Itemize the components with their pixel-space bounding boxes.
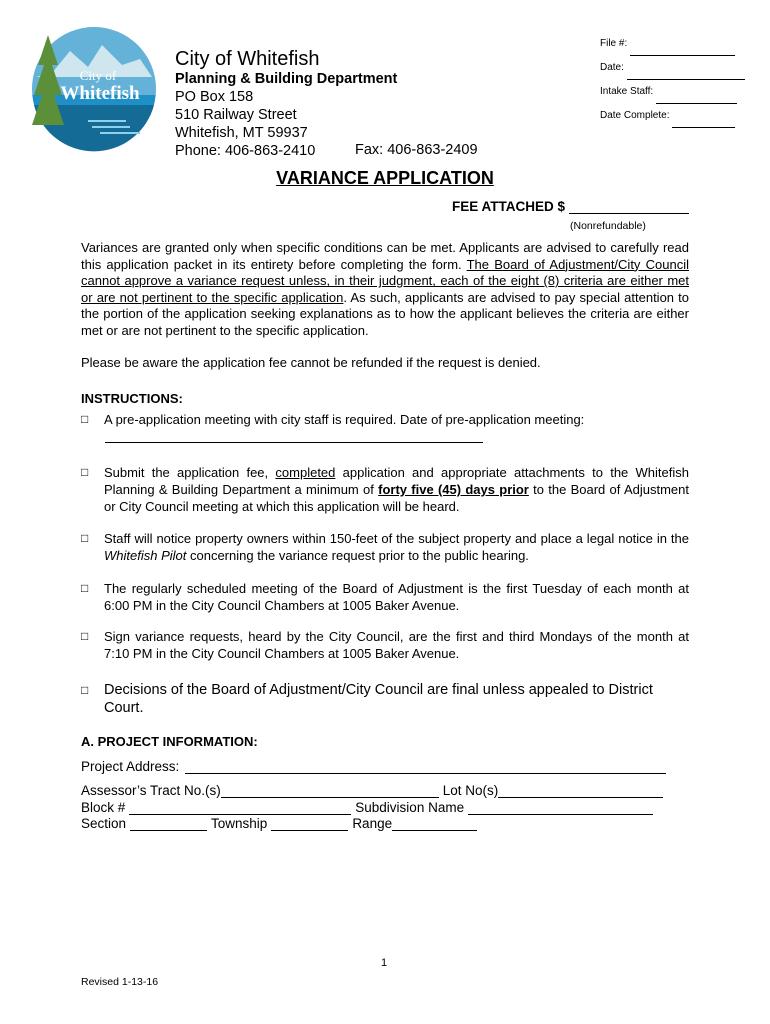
instruction-text-1: A pre-application meeting with city staff is required. Date of pre-application meeting: [104,412,585,427]
address-line-1: PO Box 158 [175,89,254,105]
block-subdivision-row [81,800,653,815]
instruction-item-4 [81,580,689,614]
address-block [175,88,315,160]
refund-notice: Please be aware the application fee cannot be refunded if the request is denied. [81,355,541,370]
township-field[interactable] [271,817,348,831]
revision-date: Revised 1-13-16 [81,976,159,988]
instruction-item-1 [81,411,689,428]
intro-paragraph [81,240,689,340]
address-line-3: Whitefish, MT 59937 [175,125,308,141]
city-logo [30,25,158,153]
logo-text-line2: Whitefish [60,83,140,104]
instruction-item-5 [81,628,689,662]
date-label: Date: [600,62,624,73]
tract-lot-row [81,783,663,798]
checkbox-1[interactable]: □ [81,412,89,426]
township-label: Township [211,816,268,831]
project-info-heading: A. PROJECT INFORMATION: [81,734,258,749]
file-number-label: File #: [600,38,628,49]
section-field[interactable] [130,817,207,831]
tract-label: Assessor’s Tract No.(s) [81,783,221,798]
subdivision-label: Subdivision Name [355,800,465,815]
block-label: Block # [81,800,126,815]
instruction-text-2: Submit the application fee, completed application and appropriate attachments to the Whitefish Planning & Building Department a minimum of forty five (45) days prior to the Board of Adjustment or City Council meeting at which this application will be heard. [104,465,689,514]
checkbox-5[interactable]: □ [81,629,89,643]
fee-field[interactable] [569,199,689,214]
checkbox-4[interactable]: □ [81,581,89,595]
instruction-item-6 [81,681,689,717]
section-township-range-row [81,816,477,831]
block-field[interactable] [129,801,351,815]
lot-label: Lot No(s) [442,783,499,798]
instruction-text-5: Sign variance requests, heard by the City Council, are the first and third Mondays of the month at 7:10 PM in the City Council Chambers at 1005 Baker Avenue. [104,629,689,661]
instruction-item-2 [81,464,689,515]
fee-label: FEE ATTACHED $ [452,199,566,214]
intro-criteria-underlined: The Board of Adjustment/City Council cannot approve a variance request unless, in their judgment, each of the eight (8) criteria are either met or are not pertinent to the specific application [81,256,689,305]
fee-row [452,199,689,214]
logo-text-line1: City of [79,68,117,83]
instructions-heading: INSTRUCTIONS: [81,391,183,406]
city-name: City of Whitefish [175,48,320,70]
range-label: Range [352,816,393,831]
section-label: Section [81,816,127,831]
checkbox-6[interactable]: □ [81,683,89,697]
intake-staff-label: Intake Staff: [600,86,654,97]
intake-staff-field[interactable] [656,91,737,104]
department-name: Planning & Building Department [175,71,398,87]
range-field[interactable] [392,817,477,831]
page-title: VARIANCE APPLICATION [276,168,494,188]
date-complete-label: Date Complete: [600,110,670,121]
project-address-field[interactable] [185,760,666,774]
phone-number: Phone: 406-863-2410 [175,143,316,159]
instruction-text-4: The regularly scheduled meeting of the Board of Adjustment is the first Tuesday of each month at 6:00 PM in the City Council Chambers at 1005 Baker Avenue. [104,581,689,613]
project-address-row [81,759,666,774]
tract-field[interactable] [221,784,439,798]
page-number: 1 [381,957,388,969]
file-number-field[interactable] [630,43,735,56]
project-address-label: Project Address: [81,759,180,774]
lot-field[interactable] [498,784,663,798]
instruction-item-3 [81,530,689,564]
fee-note: (Nonrefundable) [570,220,646,232]
intro-text-2: . As such, applicants are advised to pay special attention to the portion of the application seeking explanations as to how the applicant believes the criteria are either met or are not pertinent to the specific application. [81,289,690,338]
fax-number: Fax: 406-863-2409 [355,142,478,158]
date-field[interactable] [627,67,745,80]
instruction-text-6: Decisions of the Board of Adjustment/City Council are final unless appealed to District Court. [104,682,653,716]
checkbox-2[interactable]: □ [81,465,89,479]
date-complete-field[interactable] [672,115,735,128]
office-use-block [600,32,745,128]
address-line-2: 510 Railway Street [175,107,297,123]
checkbox-3[interactable]: □ [81,531,89,545]
instruction-text-3: Staff will notice property owners within 150-feet of the subject property and place a legal notice in the Whitefish Pilot concerning the variance request prior to the public hearing. [104,531,689,563]
subdivision-field[interactable] [468,801,653,815]
pre-application-date-field[interactable] [105,442,483,443]
intro-text-1: Variances are granted only when specific conditions can be met. Applicants are advised to carefully read this application packet in its entirety before completing the form. [81,240,689,272]
